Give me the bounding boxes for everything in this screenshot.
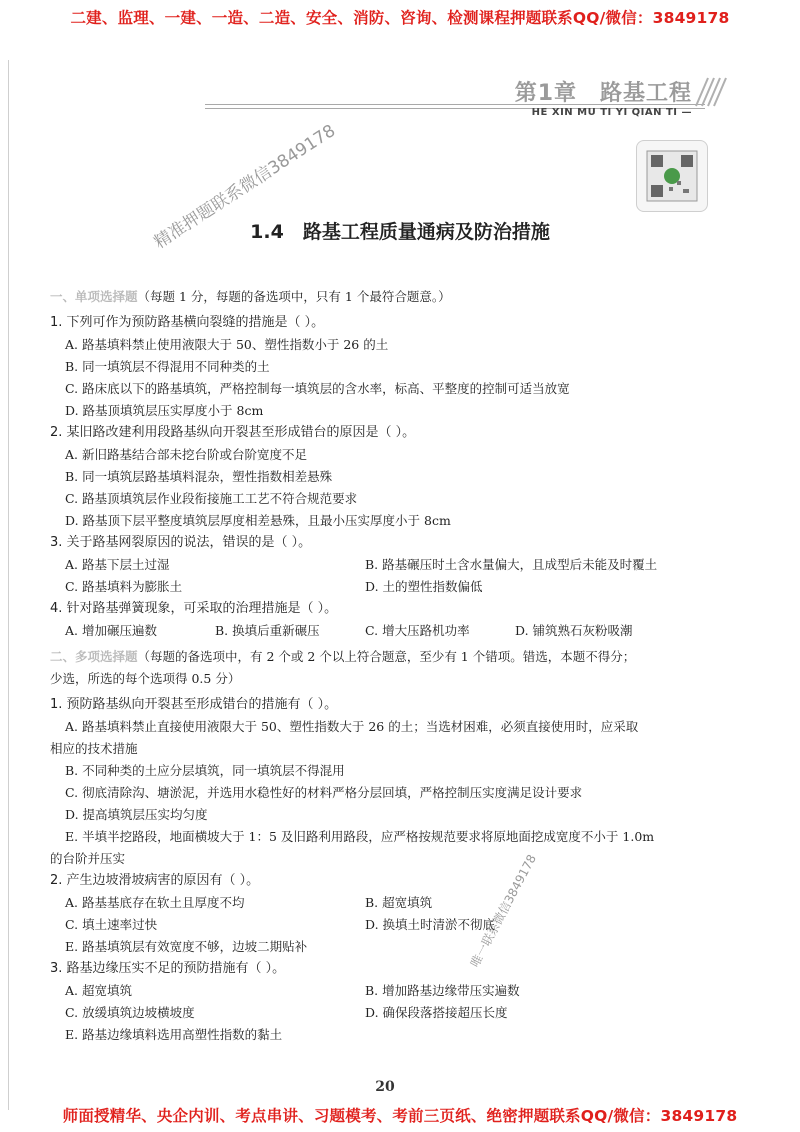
page-number: 20 [375, 1079, 395, 1095]
hatch-decoration-icon [688, 76, 728, 108]
question-content [50, 286, 755, 1046]
option: A. 路基填料禁止使用液限大于 50、塑性指数小于 26 的土 [65, 337, 389, 352]
option-row [50, 576, 755, 598]
option: C. 路基填料为膨胀土 [65, 579, 183, 594]
option: D. 换填土时清淤不彻底 [365, 917, 496, 932]
option: C. 放缓填筑边坡横坡度 [65, 1005, 195, 1020]
option: B. 超宽填筑 [365, 895, 433, 910]
single-choice-note: （每题 1 分，每题的备选项中，只有 1 个最符合题意。） [137, 289, 451, 304]
option-row [50, 1002, 755, 1024]
chapter-title: 第1章 路基工程 [514, 81, 692, 106]
question-stem: 1. 预防路基纵向开裂甚至形成错台的措施有（ ）。 [50, 697, 338, 712]
option: B. 换填后重新碾压 [215, 623, 320, 638]
question-stem: 2. 产生边坡滑坡病害的原因有（ ）。 [50, 873, 260, 888]
option: A. 新旧路基结合部未挖台阶或台阶宽度不足 [65, 447, 307, 462]
option: A. 增加碾压遍数 [65, 623, 157, 638]
question-stem: 4. 针对路基弹簧现象，可采取的治理措施是（ ）。 [50, 601, 338, 616]
option: A. 路基下层土过湿 [65, 557, 170, 572]
option: D. 路基顶填筑层压实厚度小于 8cm [65, 403, 264, 418]
option: B. 不同种类的土应分层填筑，同一填筑层不得混用 [65, 763, 345, 778]
section-title: 1.4 路基工程质量通病及防治措施 [250, 221, 550, 243]
question-stem: 1. 下列可作为预防路基横向裂缝的措施是（ ）。 [50, 315, 325, 330]
option-row [50, 620, 755, 642]
option: B. 同一填筑层路基填料混杂，塑性指数相差悬殊 [65, 469, 333, 484]
option: B. 路基碾压时土含水量偏大，且成型后未能及时覆土 [365, 557, 658, 572]
multi-choice-heading [50, 646, 755, 668]
option: D. 确保段落搭接超压长度 [365, 1005, 508, 1020]
option: C. 彻底清除沟、塘淤泥，并选用水稳性好的材料严格分层回填，严格控制压实度满足设计要求 [65, 785, 583, 800]
single-choice-label: 一、单项选择题 [50, 289, 138, 304]
option: E. 路基填筑层有效宽度不够，边坡二期贴补 [65, 939, 308, 954]
multi-choice-label: 二、多项选择题 [50, 649, 138, 664]
option: B. 同一填筑层不得混用不同种类的土 [65, 359, 270, 374]
option-row [50, 892, 755, 914]
single-choice-heading [50, 286, 755, 308]
option: A. 超宽填筑 [65, 983, 132, 998]
option: D. 路基顶下层平整度填筑层厚度相差悬殊，且最小压实厚度小于 8cm [65, 513, 451, 528]
option: A. 路基基底存在软土且厚度不均 [65, 895, 245, 910]
option-continued: 相应的技术措施 [50, 741, 138, 756]
chapter-subtitle: HE XIN MU TI YI QIAN TI — [531, 107, 692, 118]
option: D. 提高填筑层压实均匀度 [65, 807, 208, 822]
option: C. 路床底以下的路基填筑，严格控制每一填筑层的含水率，标高、平整度的控制可适当放宽 [65, 381, 570, 396]
option: A. 路基填料禁止直接使用液限大于 50、塑性指数大于 26 的土；当选材困难，必须直接使用时，应采取 [65, 719, 639, 734]
multi-choice-note-continued: 少选，所选的每个选项得 0.5 分） [50, 671, 241, 686]
option: B. 增加路基边缘带压实遍数 [365, 983, 520, 998]
option-continued: 的台阶并压实 [50, 851, 126, 866]
watermark-text: 精准押题联系微信3849178 [150, 120, 340, 253]
option-row [50, 914, 755, 936]
question-stem: 3. 路基边缘压实不足的预防措施有（ ）。 [50, 961, 286, 976]
question-stem: 2. 某旧路改建利用段路基纵向开裂甚至形成错台的原因是（ ）。 [50, 425, 416, 440]
option-row [50, 554, 755, 576]
qr-code-icon [636, 140, 708, 212]
option: C. 增大压路机功率 [365, 623, 470, 638]
option: C. 路基顶填筑层作业段衔接施工工艺不符合规范要求 [65, 491, 358, 506]
option-row [50, 980, 755, 1002]
top-promo-banner: 二建、监理、一建、一造、二造、安全、消防、咨询、检测课程押题联系QQ/微信：3849178 [70, 9, 730, 27]
watermark-text: 唯一联系微信3849178 [467, 852, 540, 970]
option: C. 填土速率过快 [65, 917, 158, 932]
option: E. 路基边缘填料选用高塑性指数的黏土 [65, 1027, 283, 1042]
multi-choice-note: （每题的备选项中，有 2 个或 2 个以上符合题意，至少有 1 个错项。错选，本题不得分； [137, 649, 636, 664]
option: D. 铺筑熟石灰粉吸潮 [515, 623, 633, 638]
question-stem: 3. 关于路基网裂原因的说法，错误的是（ ）。 [50, 535, 312, 550]
option: D. 土的塑性指数偏低 [365, 579, 483, 594]
bottom-promo-banner: 师面授精华、央企内训、考点串讲、习题模考、考前三页纸、绝密押题联系QQ/微信：3849178 [62, 1107, 738, 1125]
option: E. 半填半挖路段，地面横坡大于 1：5 及旧路利用路段，应严格按规范要求将原地面挖成宽度不小于 1.0m [65, 829, 655, 844]
